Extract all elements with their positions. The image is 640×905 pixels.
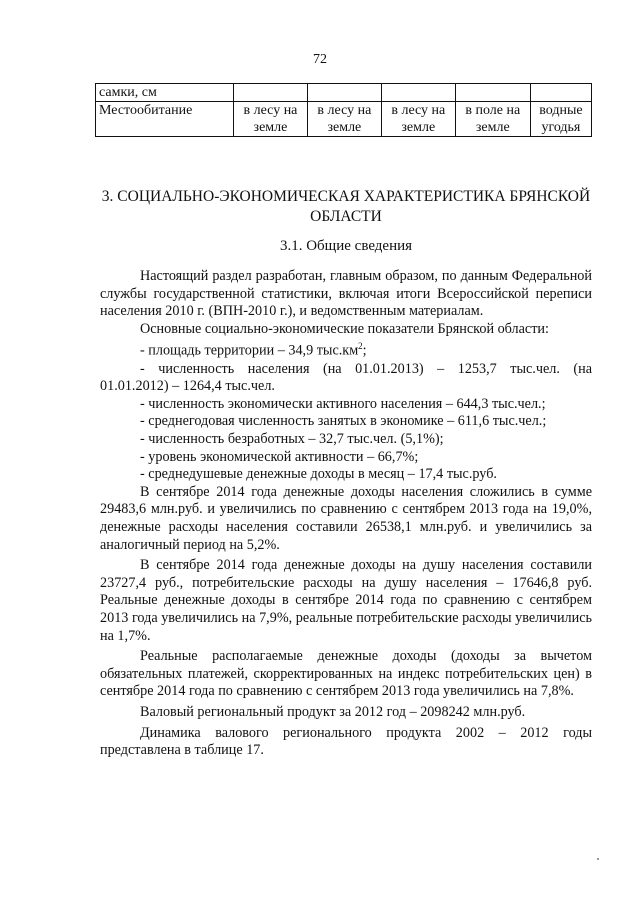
- paragraph: Основные социально-экономические показатели Брянской области:: [140, 320, 549, 337]
- habitat-line: в поле на: [465, 103, 521, 118]
- scan-speck: [597, 858, 599, 860]
- list-item: - уровень экономической активности – 66,7%;: [140, 448, 419, 465]
- habitat-line: в лесу на: [391, 103, 446, 118]
- table-cell-label: Местообитание: [96, 102, 234, 137]
- table-row: [96, 84, 592, 102]
- list-item: [100, 338, 592, 360]
- list-item: - численность экономически активного населения – 644,3 тыс.чел.;: [140, 395, 546, 412]
- table-cell: [381, 84, 455, 102]
- habitat-line: земле: [475, 120, 510, 135]
- table-cell: [234, 84, 308, 102]
- habitat-line: водные: [539, 103, 583, 118]
- habitat-line: земле: [401, 120, 436, 135]
- table-row: [96, 102, 592, 137]
- list-item: - численность населения (на 01.01.2013) – 1253,7 тыс.чел. (на: [140, 360, 592, 377]
- table-cell: [455, 102, 530, 137]
- section-heading: [100, 187, 592, 227]
- list-item-text: ;: [362, 343, 367, 360]
- superscript: 2: [358, 341, 363, 352]
- paragraph: В сентябре 2014 года денежные доходы населения сложились в сумме 29483,6 млн.руб. и увеличились по сравнению с сентябрем 2013 года на 19,0%, денежные расходы населения составили 26538,1 млн.руб. и увеличились за аналогичный период на 5,2%.: [100, 483, 592, 553]
- page-number: 72: [313, 52, 327, 67]
- body-text: [100, 268, 592, 760]
- table-cell-label: самки, см: [96, 84, 234, 102]
- section-heading-line: 3. СОЦИАЛЬНО-ЭКОНОМИЧЕСКАЯ ХАРАКТЕРИСТИКА БРЯНСКОЙ: [101, 188, 591, 205]
- list-item-continuation: 01.01.2012) – 1264,4 тыс.чел.: [100, 378, 275, 395]
- section-heading-line: ОБЛАСТИ: [310, 208, 382, 225]
- habitat-line: в лесу на: [243, 103, 298, 118]
- list-item: - среднедушевые денежные доходы в месяц – 17,4 тыс.руб.: [140, 466, 497, 483]
- paragraph: Валовый региональный продукт за 2012 год – 2098242 млн.руб.: [140, 703, 526, 720]
- table-cell: [530, 102, 591, 137]
- habitat-line: угодья: [541, 120, 581, 135]
- table-cell: [455, 84, 530, 102]
- habitat-table: [95, 83, 592, 137]
- table-cell: [234, 102, 308, 137]
- paragraph: Реальные располагаемые денежные доходы (доходы за вычетом обязательных платежей, скорректированных на индекс потребительских цен) в сентябре 2014 года по сравнению с сентябрем 2013 года увеличились на 7,8%.: [100, 648, 592, 700]
- habitat-line: земле: [253, 120, 288, 135]
- table-cell: [307, 84, 381, 102]
- habitat-line: в лесу на: [317, 103, 372, 118]
- table-cell: [307, 102, 381, 137]
- subsection-heading: 3.1. Общие сведения: [279, 238, 413, 254]
- list-item: - численность безработных – 32,7 тыс.чел. (5,1%);: [140, 431, 444, 448]
- list-item: - среднегодовая численность занятых в экономике – 611,6 тыс.чел.;: [140, 413, 547, 430]
- table-cell: [530, 84, 591, 102]
- list-item-text: - площадь территории – 34,9 тыс.км: [140, 343, 359, 360]
- paragraph: Динамика валового регионального продукта 2002 – 2012 годы представлена в таблице 17.: [100, 724, 592, 759]
- paragraph: Настоящий раздел разработан, главным образом, по данным Федеральной службы государственной статистики, включая итоги Всероссийской переписи населения 2010 г. (ВПН-2010 г.), и ведомственным материалам.: [100, 268, 592, 320]
- table-cell: [381, 102, 455, 137]
- paragraph: В сентябре 2014 года денежные доходы на душу населения составили 23727,4 руб., потребительские расходы на душу населения – 17646,8 руб. Реальные денежные доходы в сентябре 2014 года по сравнению с сентябрем 2013 года увеличились на 7,9%, реальные потребительские расходы увеличились на 1,7%.: [100, 557, 592, 644]
- habitat-line: земле: [327, 120, 362, 135]
